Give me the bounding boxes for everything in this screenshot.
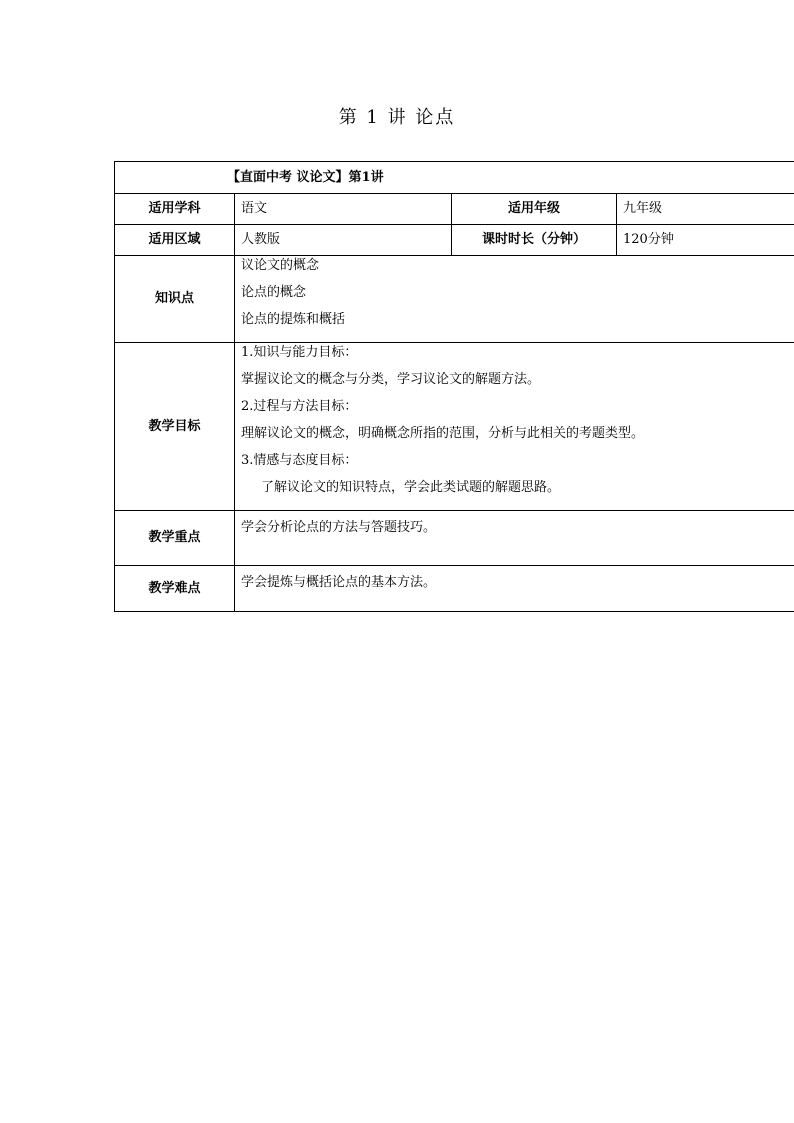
key-point-label: 教学重点 bbox=[115, 511, 235, 566]
goal-line: 理解议论文的概念，明确概念所指的范围，分析与此相关的考题类型。 bbox=[241, 426, 645, 441]
knowledge-item: 议论文的概念 bbox=[241, 258, 320, 273]
goal-line: 1.知识与能力目标： bbox=[241, 345, 358, 360]
goals-list bbox=[235, 343, 794, 511]
table-row bbox=[115, 511, 794, 566]
duration-value: 120分钟 bbox=[617, 225, 794, 256]
page-title: 第 1 讲 论点 bbox=[338, 107, 456, 128]
table-banner: 【直面中考 议论文】第1讲 bbox=[115, 162, 794, 194]
table-row bbox=[115, 256, 794, 343]
key-point-value: 学会分析论点的方法与答题技巧。 bbox=[235, 511, 794, 566]
subject-value: 语文 bbox=[235, 194, 452, 225]
goal-line: 了解议论文的知识特点，学会此类试题的解题思路。 bbox=[261, 480, 561, 495]
grade-label: 适用年级 bbox=[452, 194, 617, 225]
knowledge-label: 知识点 bbox=[115, 256, 235, 343]
goals-label: 教学目标 bbox=[115, 343, 235, 511]
knowledge-list bbox=[235, 256, 794, 343]
region-value: 人教版 bbox=[235, 225, 452, 256]
table-row bbox=[115, 566, 794, 612]
lesson-info-table bbox=[114, 161, 794, 612]
region-label: 适用区域 bbox=[115, 225, 235, 256]
subject-label: 适用学科 bbox=[115, 194, 235, 225]
difficulty-label: 教学难点 bbox=[115, 566, 235, 612]
goal-line: 3.情感与态度目标： bbox=[241, 453, 358, 468]
knowledge-item: 论点的提炼和概括 bbox=[241, 312, 346, 327]
table-row bbox=[115, 194, 794, 225]
table-row bbox=[115, 343, 794, 511]
table-row bbox=[115, 225, 794, 256]
duration-label: 课时时长（分钟） bbox=[452, 225, 617, 256]
difficulty-value: 学会提炼与概括论点的基本方法。 bbox=[235, 566, 794, 612]
goal-line: 2.过程与方法目标： bbox=[241, 399, 358, 414]
knowledge-item: 论点的概念 bbox=[241, 285, 307, 300]
grade-value: 九年级 bbox=[617, 194, 794, 225]
goal-line: 掌握议论文的概念与分类，学习议论文的解题方法。 bbox=[241, 372, 541, 387]
